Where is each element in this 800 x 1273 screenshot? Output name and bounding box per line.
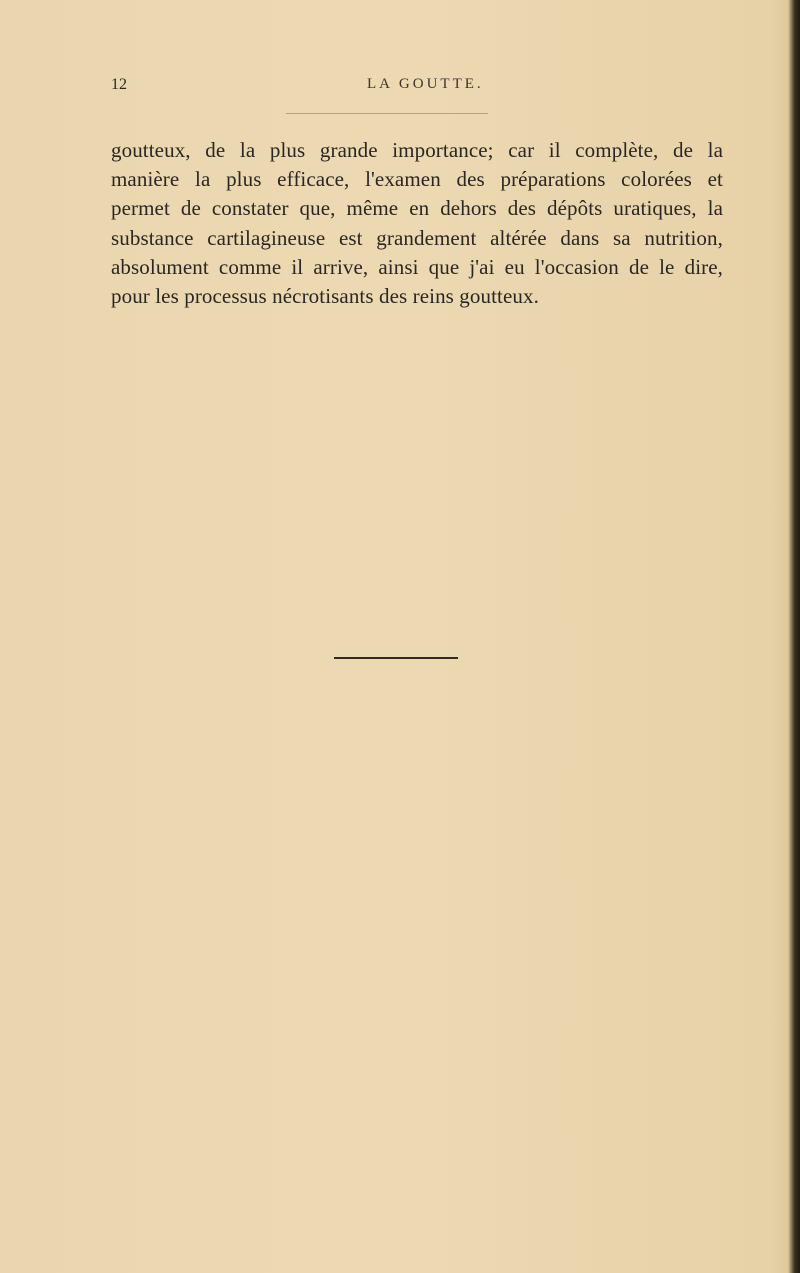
running-title: LA GOUTTE. <box>367 76 484 92</box>
page-header <box>111 76 723 100</box>
text-line: permet de constater que, même en dehors des dépôts uratiques, la <box>111 196 723 221</box>
page-edge-shadow <box>788 0 800 1273</box>
text-line: absolument comme il arrive, ainsi que j'ai eu l'occasion de le dire, <box>111 254 723 279</box>
section-end-rule <box>334 657 458 659</box>
text-line: goutteux, de la plus grande importance; car il complète, de la <box>111 138 723 162</box>
header-rule <box>286 113 488 114</box>
text-line: manière la plus efficace, l'examen des préparations colorées et <box>111 167 723 192</box>
text-line: substance cartilagineuse est grandement altérée dans sa nutrition, <box>111 225 723 250</box>
text-line: pour les processus nécrotisants des reins goutteux. <box>111 284 539 309</box>
page-number: 12 <box>111 76 127 93</box>
body-paragraph <box>111 136 723 311</box>
